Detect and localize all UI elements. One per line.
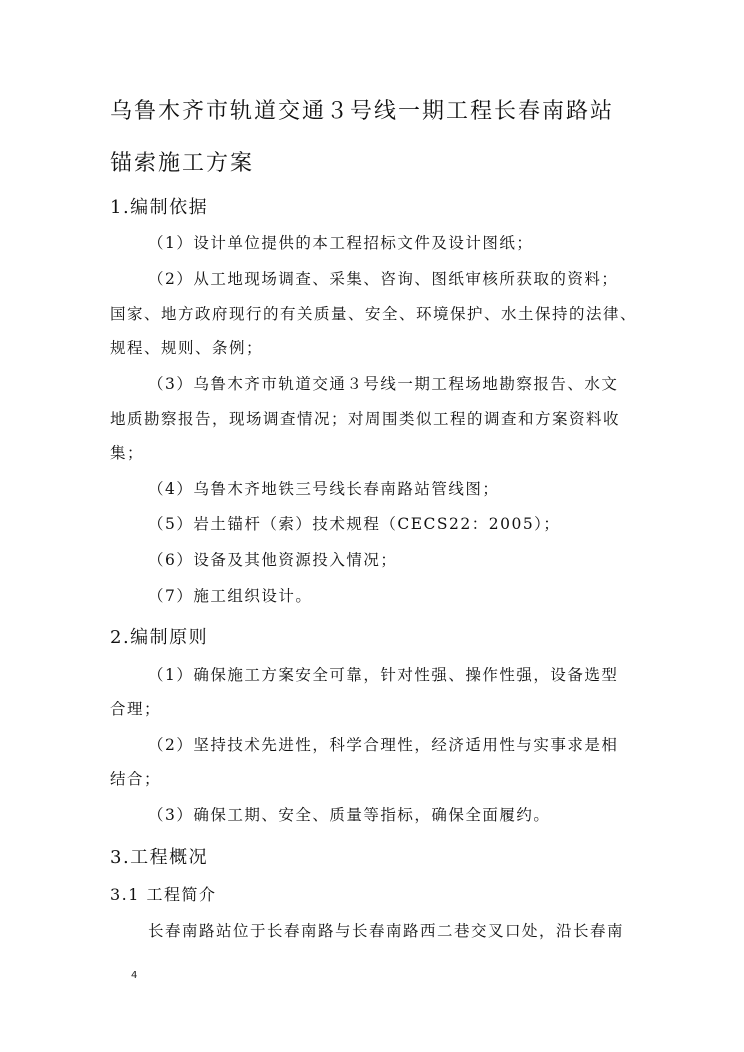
paragraph-line: （3）乌鲁木齐市轨道交通３号线一期工程场地勘察报告、水文	[148, 375, 619, 393]
section-heading-3: 3.工程概况	[110, 847, 209, 868]
paragraph-line: （2）坚持技术先进性，科学合理性，经济适用性与实事求是相	[148, 736, 619, 754]
paragraph-line: 结合；	[110, 770, 162, 788]
paragraph-line: 地质勘察报告，现场调查情况；对周围类似工程的调查和方案资料收	[110, 410, 621, 428]
paragraph-line: （6）设备及其他资源投入情况；	[148, 551, 398, 569]
paragraph-line: 合理；	[110, 700, 162, 718]
section-heading-1: 1.编制依据	[110, 197, 209, 218]
paragraph-line: （5）岩土锚杆（索）技术规程（CECS22：2005）；	[148, 515, 561, 533]
paragraph-line: 国家、地方政府现行的有关质量、安全、环境保护、水土保持的法律、	[110, 305, 638, 323]
section-heading-2: 2.编制原则	[110, 627, 209, 648]
document-title-line-1: 乌鲁木齐市轨道交通３号线一期工程长春南路站	[110, 99, 615, 124]
paragraph-line: 集；	[110, 444, 145, 462]
paragraph-line: （7）施工组织设计。	[148, 587, 313, 605]
paragraph-line: （1）确保施工方案安全可靠，针对性强、操作性强，设备选型	[148, 666, 619, 684]
paragraph-line: 规程、规则、条例；	[110, 339, 264, 357]
paragraph-line: 长春南路站位于长春南路与长春南路西二巷交叉口处，沿长春南	[148, 922, 625, 940]
page-number: 4	[131, 970, 138, 981]
document-title-line-2: 锚索施工方案	[110, 151, 255, 176]
subsection-heading-3-1: 3.1 工程简介	[110, 885, 217, 904]
paragraph-line: （3）确保工期、安全、质量等指标，确保全面履约。	[148, 806, 551, 824]
paragraph-line: （2）从工地现场调查、采集、咨询、图纸审核所获取的资料；	[148, 270, 619, 288]
paragraph-line: （4）乌鲁木齐地铁三号线长春南路站管线图；	[148, 480, 500, 498]
paragraph-line: （1）设计单位提供的本工程招标文件及设计图纸；	[148, 234, 534, 252]
